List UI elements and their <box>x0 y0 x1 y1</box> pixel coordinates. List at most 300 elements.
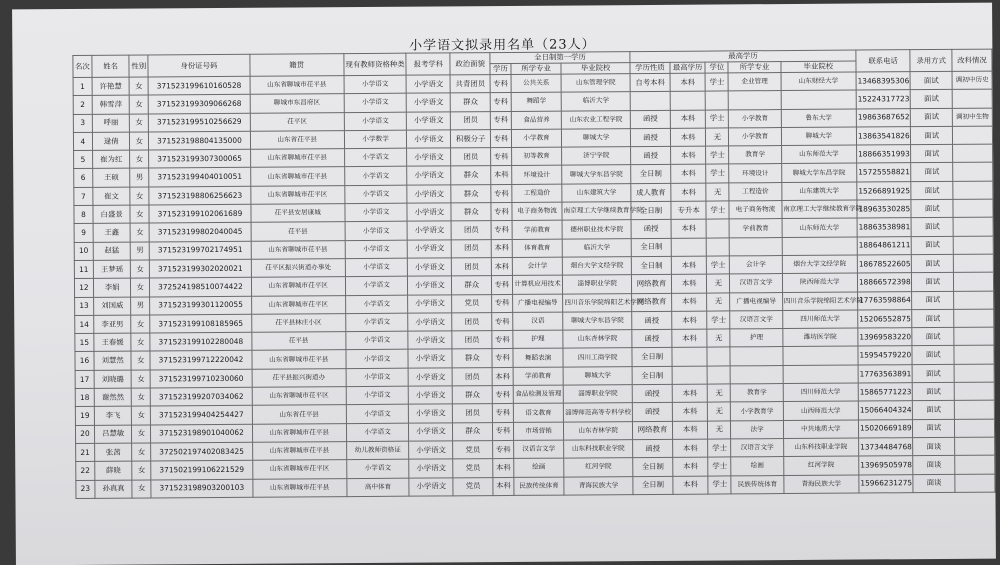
cell-degree <box>706 219 729 237</box>
cell-method: 面试 <box>912 364 954 383</box>
cell-change <box>954 364 994 383</box>
cell-no: 18 <box>75 388 94 406</box>
cell-gender: 女 <box>131 351 150 369</box>
cell-major: 电子商务物流 <box>512 202 562 221</box>
cell-major: 体育教育 <box>512 239 562 258</box>
cell-degree: 学士 <box>706 110 729 128</box>
cell-edu: 专科 <box>490 93 511 111</box>
cell-no: 14 <box>75 315 94 333</box>
cell-school: 德州职业技术学院 <box>562 220 631 239</box>
cell-origin: 山东省聊城市茌平县 <box>252 423 346 442</box>
cell-origin: 山东省聊城市茌平县 <box>252 442 346 461</box>
cell-method: 面试 <box>911 199 953 218</box>
cell-subject: 小学语文 <box>408 313 452 332</box>
cell-cert: 小学语文 <box>346 386 409 405</box>
cell-degree: 学士 <box>707 311 730 329</box>
cell-edu: 专科 <box>492 294 513 312</box>
cell-highest-school: 潍坊医学院 <box>783 328 858 347</box>
cell-change: 调初中历史 <box>952 71 992 90</box>
cell-politics: 群众 <box>451 166 491 185</box>
cell-method: 面试 <box>911 145 953 164</box>
cell-edu: 专科 <box>492 385 513 403</box>
cell-highest-major: 汉语言文学 <box>730 274 782 293</box>
cell-cert: 小学语文 <box>346 405 409 424</box>
cell-degree: 学士 <box>706 201 729 219</box>
cell-highest-edu: 本科 <box>672 311 708 330</box>
cell-cert: 小学语文 <box>345 258 408 277</box>
cell-highest-major: 护理 <box>730 329 782 348</box>
cell-degree: 无 <box>708 384 731 402</box>
cell-edu: 专科 <box>492 349 513 367</box>
cell-no: 17 <box>75 370 94 388</box>
cell-school: 青海民族大学 <box>564 476 633 495</box>
cell-name: 韩雪萍 <box>92 95 130 114</box>
cell-nature: 网络教育 <box>632 275 672 294</box>
cell-method: 面试 <box>910 71 952 90</box>
cell-highest-major <box>729 91 781 110</box>
cell-phone: 13863541826 <box>856 127 910 146</box>
cell-no: 5 <box>74 151 93 169</box>
cell-highest-major: 民族传统体育 <box>731 475 783 494</box>
cell-id: 372502197402083425 <box>151 442 253 461</box>
cell-edu: 专科 <box>493 422 514 440</box>
cell-no: 13 <box>75 297 94 315</box>
cell-name: 王硕 <box>92 169 130 188</box>
cell-origin: 茌平县安居康城 <box>251 204 345 223</box>
cell-highest-edu: 本科 <box>671 256 707 275</box>
cell-origin: 山东省聊城市茌平区 <box>252 387 346 406</box>
cell-politics: 团员 <box>452 258 492 277</box>
cell-highest-school: 红河学院 <box>783 456 858 475</box>
cell-politics: 群众 <box>451 203 491 222</box>
cell-cert: 幼儿教师资格证 <box>346 441 409 460</box>
cell-change <box>954 272 994 291</box>
cell-highest-edu: 本科 <box>671 219 707 238</box>
cell-highest-school: 鲁东大学 <box>781 109 856 128</box>
cell-origin: 山东省聊城市茌平区 <box>251 295 345 314</box>
cell-subject: 小学语文 <box>408 349 452 368</box>
col-header-origin: 籍贯 <box>250 54 344 77</box>
cell-edu: 专科 <box>493 440 514 458</box>
cell-phone: 15865771223 <box>858 383 912 402</box>
cell-degree: 学士 <box>705 73 728 91</box>
cell-highest-edu <box>672 366 708 385</box>
cell-phone: 13734484768 <box>859 438 913 457</box>
cell-gender: 女 <box>132 479 151 497</box>
cell-change <box>953 254 993 273</box>
cell-edu: 本科 <box>492 367 513 385</box>
cell-gender: 女 <box>130 150 149 168</box>
cell-major: 汉语言文学 <box>514 440 564 459</box>
cell-phone: 15206552875 <box>858 310 912 329</box>
cell-subject: 小学语文 <box>407 203 451 222</box>
cell-nature: 网络教育 <box>632 293 672 312</box>
cell-change <box>954 309 994 328</box>
cell-method: 面试 <box>910 90 952 109</box>
cell-id: 371502199106221529 <box>151 460 253 479</box>
cell-school: 四川音乐学院绵阳艺术学院 <box>563 293 632 312</box>
cell-method: 面试 <box>912 328 954 347</box>
cell-name: 崔为红 <box>92 150 130 169</box>
cell-gender: 女 <box>132 443 151 461</box>
cell-edu: 专科 <box>491 148 512 166</box>
cell-subject: 小学语文 <box>409 404 453 423</box>
col-header-method: 录用方式 <box>910 49 952 71</box>
cell-gender: 女 <box>130 187 149 205</box>
cell-name: 薛晓 <box>95 461 133 480</box>
cell-politics: 群众 <box>451 184 491 203</box>
cell-highest-major: 教育学 <box>731 384 783 403</box>
cell-nature: 函授 <box>633 403 673 422</box>
cell-school: 四川工商学院 <box>563 348 632 367</box>
cell-highest-school: 山东师范大学 <box>781 145 856 164</box>
cell-name: 逯倩 <box>92 132 130 151</box>
cell-gender: 男 <box>131 297 150 315</box>
cell-phone: 15224317723 <box>856 90 910 109</box>
cell-highest-edu: 本科 <box>673 476 709 495</box>
cell-degree: 学士 <box>708 457 731 475</box>
cell-highest-major: 汉语言文学 <box>730 310 782 329</box>
cell-id: 371523199307300065 <box>149 149 251 168</box>
cell-highest-school: 四川师范大学 <box>783 383 858 402</box>
cell-change <box>953 181 993 200</box>
cell-school: 聊城大学 <box>563 366 632 385</box>
hiring-list-table <box>72 49 995 499</box>
cell-school: 淄博职业学院 <box>563 385 632 404</box>
cell-nature: 全日制 <box>633 476 673 495</box>
cell-phone: 13969583220 <box>858 328 912 347</box>
cell-major: 学前教育 <box>513 367 563 386</box>
cell-highest-school: 烟台大学文经学院 <box>782 255 857 274</box>
cell-name: 李飞 <box>94 406 132 425</box>
cell-highest-major: 绘画 <box>731 457 783 476</box>
cell-politics: 团员 <box>451 148 491 167</box>
cell-politics: 团员 <box>451 221 491 240</box>
cell-subject: 小学语文 <box>408 331 452 350</box>
cell-highest-school: 青海民族大学 <box>784 475 859 494</box>
cell-school: 山东管理学院 <box>561 74 630 93</box>
cell-nature: 函授 <box>630 110 670 129</box>
cell-major: 护理 <box>513 330 563 349</box>
cell-politics: 党员 <box>453 477 493 496</box>
cell-degree: 无 <box>706 183 729 201</box>
cell-major: 食品检测及管理 <box>513 385 563 404</box>
cell-cert: 小学语文 <box>346 350 409 369</box>
cell-gender: 女 <box>131 315 150 333</box>
cell-no: 21 <box>76 443 95 461</box>
cell-method: 面试 <box>912 254 954 273</box>
cell-school: 南京理工大学继续教育学院 <box>562 202 631 221</box>
cell-highest-edu <box>670 91 706 110</box>
cell-politics: 党员 <box>453 441 493 460</box>
cell-degree: 无 <box>707 292 730 310</box>
cell-subject: 小学语文 <box>409 459 453 478</box>
cell-major: 市场营销 <box>513 422 563 441</box>
cell-major: 环境设计 <box>512 166 562 185</box>
cell-cert: 小学语文 <box>345 203 408 222</box>
cell-gender: 女 <box>131 278 150 296</box>
cell-highest-edu <box>672 348 708 367</box>
cell-name: 白盛景 <box>93 205 131 224</box>
cell-major: 绘画 <box>514 458 564 477</box>
cell-id: 371523199710230060 <box>150 369 252 388</box>
cell-id: 371523199102061689 <box>149 204 251 223</box>
col-header-id: 身份证号码 <box>148 54 250 77</box>
cell-origin: 山东省聊城市茌平县 <box>253 478 347 497</box>
cell-phone: 17763563891 <box>858 364 912 383</box>
cell-politics: 积极分子 <box>451 129 491 148</box>
cell-politics: 团员 <box>451 111 491 130</box>
cell-no: 23 <box>76 480 95 498</box>
cell-school: 山东杏林学院 <box>564 421 633 440</box>
cell-edu: 本科 <box>491 166 512 184</box>
cell-change: 调初中生物 <box>952 108 992 127</box>
cell-change <box>953 126 993 145</box>
cell-highest-edu: 本科 <box>671 293 707 312</box>
cell-nature: 全日制 <box>633 458 673 477</box>
cell-name: 崔文 <box>93 187 131 206</box>
cell-no: 11 <box>74 260 93 278</box>
cell-politics: 群众 <box>452 349 492 368</box>
cell-cert: 小学语文 <box>344 75 407 94</box>
cell-gender: 女 <box>130 95 149 113</box>
cell-cert: 高中体育 <box>347 478 410 497</box>
cell-change <box>953 163 993 182</box>
cell-cert: 小学语文 <box>345 313 408 332</box>
cell-cert: 小学语文 <box>345 185 408 204</box>
cell-major: 初等教育 <box>512 147 562 166</box>
cell-highest-major <box>730 237 782 256</box>
col-header-change: 改科情况 <box>952 49 992 71</box>
cell-id: 371523199404254427 <box>151 406 253 425</box>
cell-id: 371523198901040062 <box>151 424 253 443</box>
cell-phone: 18866572398 <box>857 273 911 292</box>
cell-degree <box>706 91 729 109</box>
cell-change <box>954 346 994 365</box>
cell-highest-school <box>781 90 856 109</box>
cell-highest-major: 法学 <box>731 420 783 439</box>
cell-method: 面试 <box>911 126 953 145</box>
cell-subject: 小学语文 <box>409 423 453 442</box>
cell-gender: 女 <box>132 461 151 479</box>
cell-highest-major: 电子商务物流 <box>729 201 781 220</box>
cell-origin: 山东省聊城市茌平县 <box>250 167 344 186</box>
cell-school: 聊城大学 <box>562 129 631 148</box>
cell-phone: 18678522605 <box>857 255 911 274</box>
cell-change <box>952 89 992 108</box>
cell-origin: 山东省聊城市茌平县 <box>250 76 344 95</box>
cell-nature: 函授 <box>631 147 671 166</box>
cell-highest-major: 教育学 <box>729 146 781 165</box>
cell-name: 王梦瑶 <box>93 260 131 279</box>
cell-highest-school: 南京理工大学继续教育学院 <box>782 200 857 219</box>
cell-no: 2 <box>73 96 92 114</box>
cell-name: 孙真真 <box>95 480 133 499</box>
cell-id: 371523199301120055 <box>150 296 252 315</box>
cell-major: 工程造价 <box>512 184 562 203</box>
cell-edu: 专科 <box>490 74 511 92</box>
cell-edu: 专科 <box>491 129 512 147</box>
cell-politics: 群众 <box>453 422 493 441</box>
cell-highest-edu: 本科 <box>672 439 708 458</box>
cell-name: 王春媛 <box>94 333 132 352</box>
cell-politics: 团员 <box>452 312 492 331</box>
cell-degree: 无 <box>708 421 731 439</box>
cell-subject: 小学语文 <box>408 276 452 295</box>
cell-name: 刘国威 <box>93 297 131 316</box>
cell-highest-edu: 本科 <box>672 384 708 403</box>
cell-highest-edu: 本科 <box>670 110 706 129</box>
cell-highest-school <box>783 365 858 384</box>
cell-edu: 专科 <box>491 221 512 239</box>
cell-no: 10 <box>74 242 93 260</box>
cell-change <box>955 474 995 493</box>
col-group-highest: 最高学历 <box>630 50 856 63</box>
cell-highest-major: 广播电视编导 <box>730 292 782 311</box>
cell-cert: 小学语文 <box>346 423 409 442</box>
cell-gender: 女 <box>130 114 149 132</box>
cell-nature: 函授 <box>631 128 671 147</box>
cell-id: 371523199802040045 <box>149 223 251 242</box>
cell-phone: 15954579220 <box>858 346 912 365</box>
cell-politics: 团员 <box>452 239 492 258</box>
col-header-gender: 性别 <box>129 55 148 77</box>
cell-school: 临沂大学 <box>561 92 630 111</box>
cell-school: 山东农业工程学院 <box>561 110 630 129</box>
cell-subject: 小学语文 <box>407 166 451 185</box>
cell-highest-school: 陕西师范大学 <box>782 273 857 292</box>
cell-major: 会计学 <box>512 257 562 276</box>
cell-school: 红河学院 <box>564 458 633 477</box>
cell-method: 面试 <box>911 181 953 200</box>
cell-politics: 团员 <box>452 367 492 386</box>
cell-origin: 聊城市东昌府区 <box>250 94 344 113</box>
cell-highest-edu: 本科 <box>670 128 706 147</box>
cell-change <box>954 382 994 401</box>
cell-phone: 18863538981 <box>857 218 911 237</box>
cell-id: 371523199702174951 <box>149 241 251 260</box>
cell-cert: 小学数学 <box>344 130 407 149</box>
col-header-degree: 学位 <box>705 62 728 73</box>
cell-highest-major: 工程造价 <box>729 182 781 201</box>
col-header-h-major: 所学专业 <box>728 62 780 73</box>
cell-cert: 小学语文 <box>344 112 407 131</box>
cell-name: 王鑫 <box>93 223 131 242</box>
col-header-major: 所学专业 <box>511 63 561 74</box>
cell-highest-edu: 本科 <box>672 421 708 440</box>
cell-subject: 小学语文 <box>408 240 452 259</box>
cell-subject: 小学语文 <box>407 185 451 204</box>
cell-highest-school: 聊城大学 <box>781 127 856 146</box>
cell-degree: 学士 <box>708 439 731 457</box>
cell-gender: 女 <box>132 425 151 443</box>
cell-change <box>953 217 993 236</box>
cell-school: 济宁学院 <box>562 147 631 166</box>
cell-highest-major <box>731 365 783 384</box>
cell-origin: 山东省聊城市茌平区 <box>252 460 346 479</box>
cell-highest-major: 小学教育学 <box>731 402 783 421</box>
cell-highest-edu <box>671 238 707 257</box>
cell-id: 371523198806256623 <box>149 186 251 205</box>
cell-id: 371523199108185965 <box>150 314 252 333</box>
cell-id: 371523199102280048 <box>150 332 252 351</box>
cell-major: 小学教育 <box>511 129 561 148</box>
cell-highest-major: 汉语言文学 <box>731 438 783 457</box>
cell-id: 371523199510256629 <box>149 113 251 132</box>
cell-school: 聊城大学东昌学院 <box>562 165 631 184</box>
col-header-h-school: 毕业院校 <box>781 61 856 73</box>
cell-subject: 小学语文 <box>407 148 451 167</box>
cell-change <box>955 437 995 456</box>
cell-cert: 小学语文 <box>344 148 407 167</box>
cell-major: 语文教育 <box>513 403 563 422</box>
cell-politics: 团员 <box>452 331 492 350</box>
cell-highest-school: 山东财经大学 <box>781 72 856 91</box>
cell-change <box>953 144 993 163</box>
cell-no: 4 <box>73 132 92 150</box>
cell-origin: 山东省聊城市茌平县 <box>251 240 345 259</box>
cell-nature: 成人教育 <box>631 183 671 202</box>
col-header-subject: 报考学科 <box>406 53 450 75</box>
cell-gender: 男 <box>130 168 149 186</box>
cell-method: 面试 <box>911 108 953 127</box>
cell-id: 371523199309066268 <box>148 95 250 114</box>
cell-gender: 男 <box>131 242 150 260</box>
cell-highest-major: 环境设计 <box>729 164 781 183</box>
cell-name: 呼丽 <box>92 114 130 133</box>
cell-subject: 小学语文 <box>408 221 452 240</box>
cell-change <box>954 400 994 419</box>
cell-nature: 全日制 <box>631 201 671 220</box>
cell-phone: 17763598864 <box>858 291 912 310</box>
col-header-phone: 联系电话 <box>856 50 911 72</box>
cell-method: 面试 <box>911 218 953 237</box>
cell-highest-major: 小学教育 <box>729 109 781 128</box>
cell-id: 371523199207034062 <box>150 387 252 406</box>
cell-highest-major: 会计学 <box>730 256 782 275</box>
cell-subject: 小学语文 <box>409 441 453 460</box>
cell-nature: 全日制 <box>631 238 671 257</box>
cell-id: 371523198903200103 <box>151 479 253 498</box>
cell-origin: 茌平县振兴街道办 <box>252 368 346 387</box>
cell-nature: 全日制 <box>632 366 672 385</box>
cell-name: 谢然然 <box>94 388 132 407</box>
cell-phone: 13969505978 <box>859 456 913 475</box>
cell-id: 371523199610160528 <box>148 76 250 95</box>
cell-name: 李亚男 <box>94 315 132 334</box>
cell-school: 山东建筑大学 <box>562 183 631 202</box>
cell-edu: 专科 <box>491 184 512 202</box>
cell-phone: 15066404324 <box>858 401 912 420</box>
cell-method: 面试 <box>912 309 954 328</box>
cell-gender: 女 <box>130 205 149 223</box>
cell-origin: 山东省聊城市茌平县 <box>250 149 344 168</box>
col-header-politics: 政治面貌 <box>450 53 490 75</box>
cell-id: 371523199712220042 <box>150 351 252 370</box>
cell-degree: 无 <box>706 128 729 146</box>
cell-gender: 女 <box>131 260 150 278</box>
cell-origin: 山东省茌平县 <box>250 131 344 150</box>
cell-school: 淄博职业学院 <box>563 275 632 294</box>
cell-method: 面试 <box>912 236 954 255</box>
cell-nature: 全日制 <box>632 348 672 367</box>
cell-edu: 专科 <box>492 331 513 349</box>
cell-method: 面试 <box>912 273 954 292</box>
cell-edu: 本科 <box>491 239 512 257</box>
cell-change <box>955 419 995 438</box>
cell-highest-major: 企业管理 <box>728 73 780 92</box>
cell-major: 广播电视编导 <box>513 294 563 313</box>
